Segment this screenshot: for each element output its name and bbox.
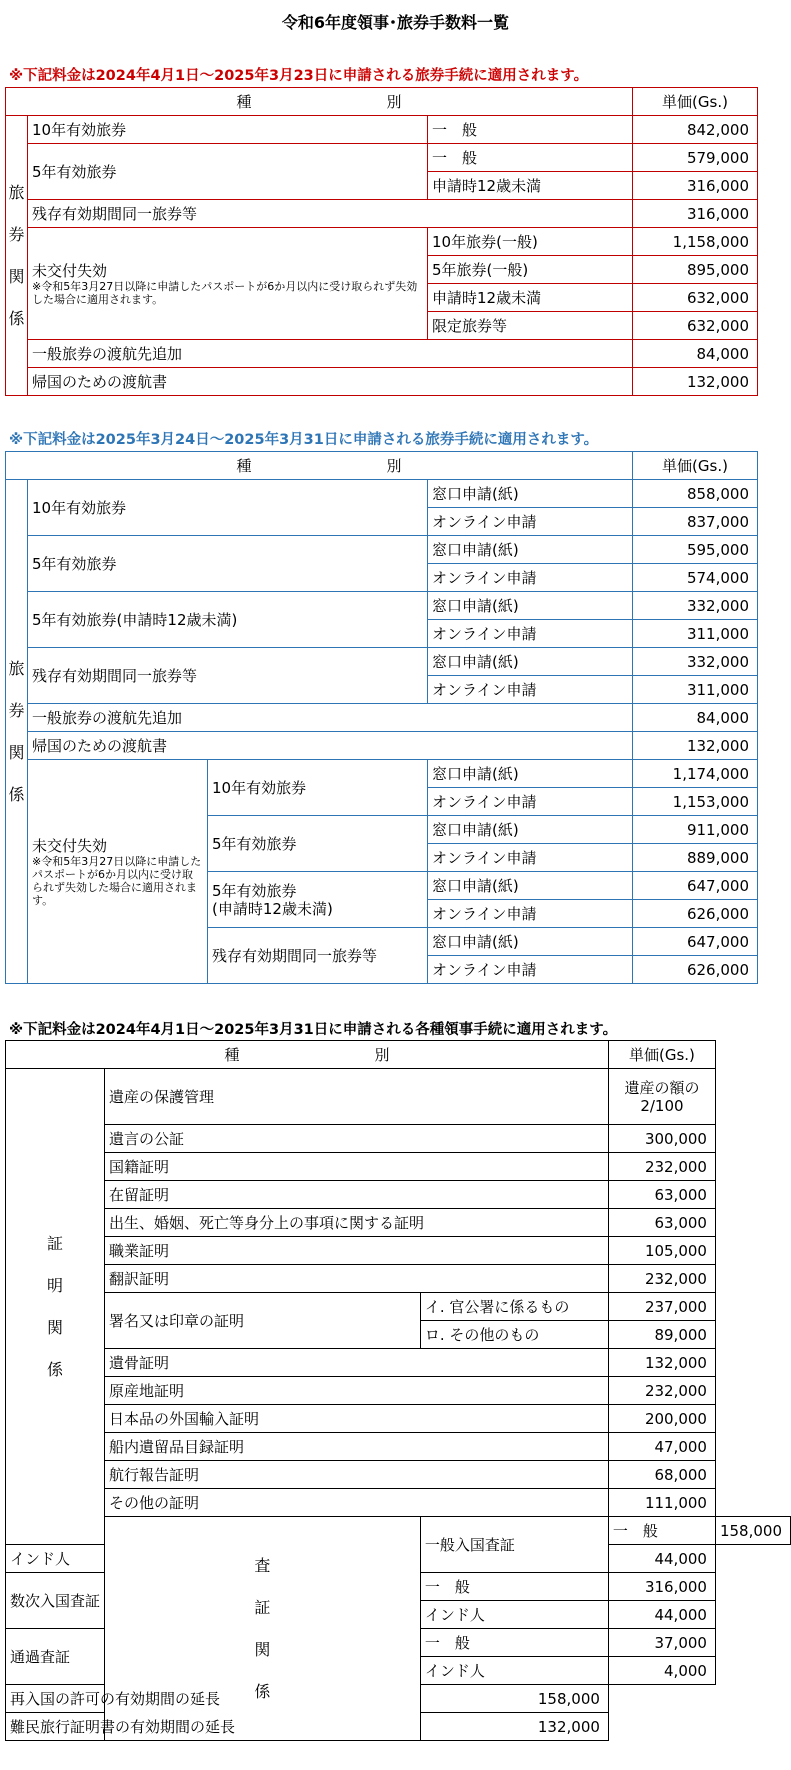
row-label: 国籍証明 [105,1153,609,1181]
row-label: 日本品の外国輸入証明 [105,1405,609,1433]
row-price: 332,000 [633,592,758,620]
row-sub: 10年旅券(一般) [428,228,633,256]
row-price: 626,000 [633,956,758,984]
row-price: 158,000 [420,1685,608,1713]
row-price: 232,000 [608,1265,715,1293]
row-price: 158,000 [715,1517,790,1545]
row-price: 842,000 [633,116,758,144]
row-label: 残存有効期間同一旅券等 [208,928,428,984]
row-price: 332,000 [633,648,758,676]
row-price: 837,000 [633,508,758,536]
row-sub: 一 般 [420,1629,608,1657]
header-price: 単価(Gs.) [608,1041,715,1069]
row-price: 1,158,000 [633,228,758,256]
row-sub: オンライン申請 [428,788,633,816]
row-label: 遺産の保護管理 [105,1069,609,1125]
row-price: 63,000 [608,1209,715,1237]
row-price: 858,000 [633,480,758,508]
row-price: 37,000 [608,1629,715,1657]
row-sub: 窓口申請(紙) [428,648,633,676]
row-price: 895,000 [633,256,758,284]
row-sub: 一 般 [428,144,633,172]
row-price: 232,000 [608,1377,715,1405]
row-price: 132,000 [608,1349,715,1377]
row-sub: 一 般 [608,1517,715,1545]
row-price: 311,000 [633,676,758,704]
row-sub: 一 般 [420,1573,608,1601]
row-sub: 窓口申請(紙) [428,480,633,508]
estate-price-line1: 遺産の額の [624,1078,700,1097]
row-label [208,872,428,928]
row-label: 帰国のための渡航書 [28,368,633,396]
note-period-3: ※下記料金は2024年4月1日～2025年3月31日に申請される各種領事手続に適用されます。 [9,1022,618,1038]
row-price: 44,000 [608,1601,715,1629]
row-label: 職業証明 [105,1237,609,1265]
row-label: 翻訳証明 [105,1265,609,1293]
row-label-lost [28,228,428,340]
row-price: 574,000 [633,564,758,592]
row-label: 5年有効旅券(申請時12歳未満) [28,592,428,648]
row-label: 遺骨証明 [105,1349,609,1377]
row-price: 311,000 [633,620,758,648]
consular-fee-table [5,1040,791,1741]
row-label: 数次入国査証 [6,1573,105,1629]
header-price: 単価(Gs.) [633,452,758,480]
row-price: 632,000 [633,284,758,312]
row-price: 647,000 [633,928,758,956]
header-price: 単価(Gs.) [633,88,758,116]
row-sub: 5年旅券(一般) [428,256,633,284]
row-label: 一般旅券の渡航先追加 [28,704,633,732]
row-price: 626,000 [633,900,758,928]
row-sub: イ. 官公署に係るもの [420,1293,608,1321]
row-price: 200,000 [608,1405,715,1433]
row-sub: 窓口申請(紙) [428,928,633,956]
row-label: 帰国のための渡航書 [28,732,633,760]
row-label: 10年有効旅券 [208,760,428,816]
row-sub: 窓口申請(紙) [428,872,633,900]
row-label: 10年有効旅券 [28,480,428,536]
row-label: 5年有効旅券 [208,816,428,872]
row-price: 237,000 [608,1293,715,1321]
page-title: 令和6年度領事･旅券手数料一覧 [281,13,510,32]
row-price: 44,000 [608,1545,715,1573]
row-price: 579,000 [633,144,758,172]
row-sub: インド人 [420,1657,608,1685]
row-sub: 窓口申請(紙) [428,536,633,564]
row-price: 84,000 [633,340,758,368]
row-price: 89,000 [608,1321,715,1349]
row-price: 647,000 [633,872,758,900]
header-kind: 種 別 [6,452,633,480]
row-sub: オンライン申請 [428,508,633,536]
row-price: 632,000 [633,312,758,340]
row-price: 4,000 [608,1657,715,1685]
row-label: 遺言の公証 [105,1125,609,1153]
row-sub: オンライン申請 [428,956,633,984]
row-label-line1: 5年有効旅券 [212,881,297,900]
row-label: 船内遺留品目録証明 [105,1433,609,1461]
header-kind: 種 別 [6,88,633,116]
row-price: 63,000 [608,1181,715,1209]
row-label: 一般旅券の渡航先追加 [28,340,633,368]
note-period-1: ※下記料金は2024年4月1日～2025年3月23日に申請される旅券手続に適用されます。 [9,68,589,84]
row-price: 47,000 [608,1433,715,1461]
row-price: 111,000 [608,1489,715,1517]
lost-title: 未交付失効 [32,836,108,855]
note-period-2: ※下記料金は2025年3月24日～2025年3月31日に申請される旅券手続に適用されます。 [9,432,599,448]
lost-title: 未交付失効 [32,261,108,280]
passport-fee-table-1 [5,87,758,396]
row-sub: ロ. その他のもの [420,1321,608,1349]
row-label: 残存有効期間同一旅券等 [28,648,428,704]
row-label: 原産地証明 [105,1377,609,1405]
row-price [608,1069,715,1125]
row-sub: 窓口申請(紙) [428,760,633,788]
row-label: 残存有効期間同一旅券等 [28,200,633,228]
row-price: 132,000 [633,368,758,396]
row-label-line2: (申請時12歳未満) [212,899,333,918]
row-price: 889,000 [633,844,758,872]
passport-fee-table-2 [5,451,758,984]
row-sub: オンライン申請 [428,676,633,704]
row-sub: 申請時12歳未満 [428,172,633,200]
row-label: その他の証明 [105,1489,609,1517]
row-sub: 申請時12歳未満 [428,284,633,312]
row-sub: オンライン申請 [428,620,633,648]
row-label-lost [28,760,208,984]
row-label: 10年有効旅券 [28,116,428,144]
row-price: 316,000 [608,1573,715,1601]
estate-price-line2: 2/100 [640,1096,684,1115]
lost-note: ※令和5年3月27日以降に申請したパスポートが6か月以内に受け取られず失効した場合に適用されます。 [32,279,418,306]
row-price: 1,153,000 [633,788,758,816]
row-label: 署名又は印章の証明 [105,1293,421,1349]
lost-note: ※令和5年3月27日以降に申請したパスポートが6か月以内に受け取られず失効した場合に適用されます。 [32,854,202,907]
row-sub: 限定旅券等 [428,312,633,340]
category-passport: 旅 券 関 係 [6,480,28,984]
row-sub: インド人 [6,1545,105,1573]
row-sub: インド人 [420,1601,608,1629]
row-price: 911,000 [633,816,758,844]
row-label: 一般入国査証 [420,1517,608,1573]
row-label: 再入国の許可の有効期間の延長 [6,1685,421,1713]
row-price: 84,000 [633,704,758,732]
row-price: 232,000 [608,1153,715,1181]
row-sub: 窓口申請(紙) [428,816,633,844]
row-price: 1,174,000 [633,760,758,788]
row-price: 300,000 [608,1125,715,1153]
row-label: 5年有効旅券 [28,536,428,592]
row-price: 132,000 [420,1713,608,1741]
category-visa: 査 証 関 係 [105,1517,421,1741]
header-kind: 種 別 [6,1041,609,1069]
row-label: 出生、婚姻、死亡等身分上の事項に関する証明 [105,1209,609,1237]
row-label: 5年有効旅券 [28,144,428,200]
category-certificate: 証 明 関 係 [6,1069,105,1545]
row-price: 595,000 [633,536,758,564]
row-price: 316,000 [633,172,758,200]
row-price: 132,000 [633,732,758,760]
row-label: 在留証明 [105,1181,609,1209]
row-label: 通過査証 [6,1629,105,1685]
row-price: 68,000 [608,1461,715,1489]
row-sub: オンライン申請 [428,900,633,928]
category-passport: 旅 券 関 係 [6,116,28,396]
row-label: 難民旅行証明書の有効期間の延長 [6,1713,421,1741]
row-sub: 一 般 [428,116,633,144]
row-sub: 窓口申請(紙) [428,592,633,620]
row-sub: オンライン申請 [428,564,633,592]
row-label: 航行報告証明 [105,1461,609,1489]
row-price: 316,000 [633,200,758,228]
row-sub: オンライン申請 [428,844,633,872]
row-price: 105,000 [608,1237,715,1265]
